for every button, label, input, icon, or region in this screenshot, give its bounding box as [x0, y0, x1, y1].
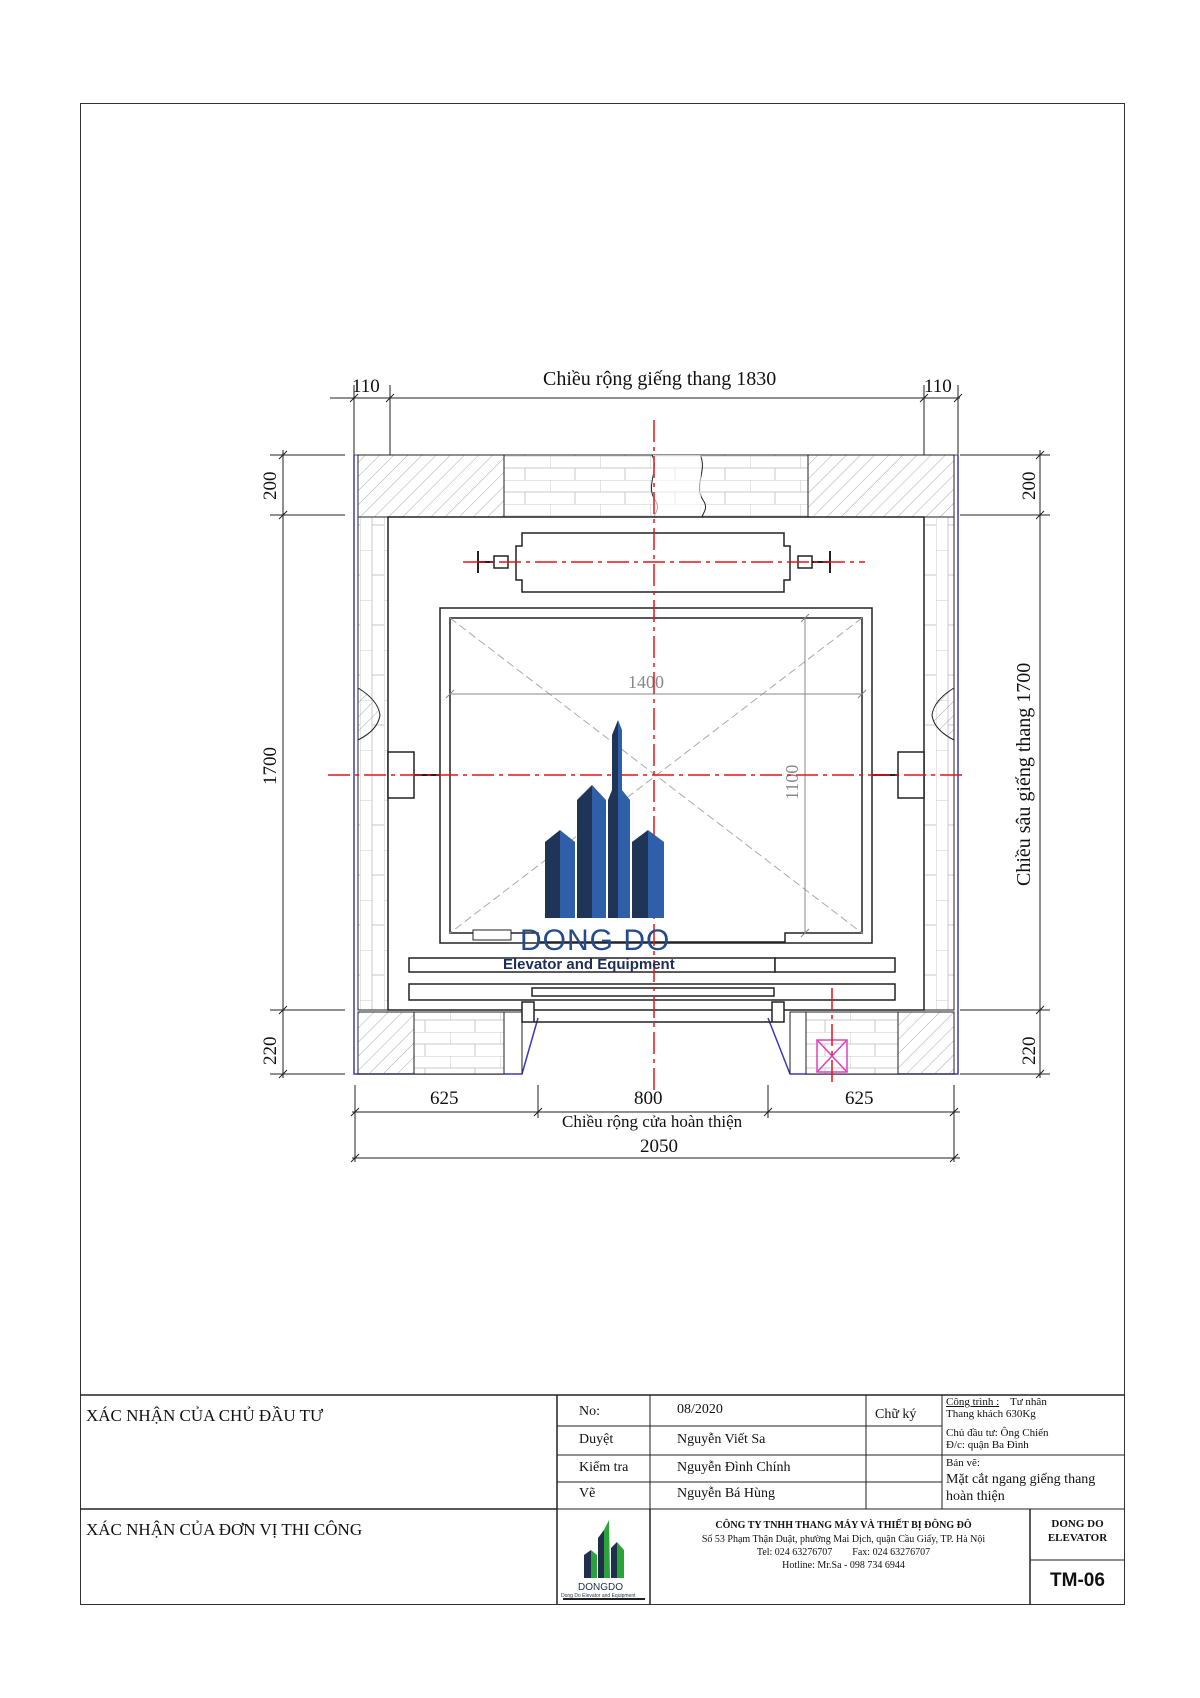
left-dimensions: [270, 450, 345, 1078]
no-value: 08/2020: [677, 1402, 723, 1417]
sheet-code: TM-06: [1050, 1570, 1105, 1591]
drawn-name: Nguyễn Bá Hùng: [677, 1486, 775, 1501]
dongdo-logo: [545, 720, 664, 918]
company-name: CÔNG TY TNHH THANG MÁY VÀ THIẾT BỊ ĐÔNG ĐÔ: [715, 1520, 972, 1531]
checked-label: Kiểm tra: [579, 1460, 629, 1475]
signature-label: Chữ ký: [875, 1407, 917, 1422]
drawn-label: Vẽ: [579, 1486, 596, 1501]
dim-right-200: 200: [1019, 471, 1040, 500]
dim-left-200: 200: [260, 471, 281, 500]
approved-name: Nguyễn Viết Sa: [677, 1432, 766, 1447]
small-logo-subtitle: Dong Do Elevator and Equipment: [561, 1593, 636, 1599]
owner-confirm-label: XÁC NHẬN CỦA CHỦ ĐẦU TƯ: [86, 1406, 324, 1425]
dim-right-220: 220: [1019, 1036, 1040, 1065]
drawing-title-2: hoàn thiện: [946, 1489, 1005, 1504]
brand-line-1: DONG DO: [1051, 1518, 1104, 1530]
contractor-confirm-label: XÁC NHẬN CỦA ĐƠN VỊ THI CÔNG: [86, 1520, 363, 1539]
dim-top-left-110: 110: [352, 376, 380, 397]
dim-left-220: 220: [260, 1036, 281, 1065]
drawing-label: Bản vẽ:: [946, 1457, 980, 1469]
logo-subtitle: Elevator and Equipment: [503, 956, 675, 973]
address: Đ/c: quận Ba Đình: [946, 1439, 1029, 1451]
dim-cabin-depth-1100: 1100: [782, 764, 802, 800]
dim-shaft-width-label: Chiều rộng giếng thang 1830: [543, 368, 777, 390]
no-label: No:: [579, 1404, 600, 1419]
dim-top-right-110: 110: [924, 376, 952, 397]
company-address: Số 53 Phạm Thận Duật, phường Mai Dịch, quận Cầu Giấy, TP. Hà Nội: [701, 1534, 986, 1545]
company-phone: Tel: 024 63276707 Fax: 024 63276707: [756, 1547, 931, 1558]
project-value: Tư nhân: [1010, 1396, 1047, 1408]
brand-line-2: ELEVATOR: [1047, 1532, 1108, 1544]
logo-title: DONG DO: [520, 924, 671, 957]
project-label: Công trình :: [946, 1396, 1000, 1408]
drawing-title-1: Mặt cắt ngang giếng thang: [946, 1472, 1096, 1487]
checked-name: Nguyễn Đình Chính: [677, 1460, 791, 1475]
small-logo-title: DONGDO: [578, 1582, 623, 1593]
project-type: Thang khách 630Kg: [946, 1408, 1036, 1420]
dim-bottom-800: 800: [634, 1088, 663, 1109]
approved-label: Duyệt: [579, 1432, 614, 1447]
dim-bottom-625-left: 625: [430, 1088, 459, 1109]
top-dimensions: [330, 385, 962, 455]
dim-bottom-625-right: 625: [845, 1088, 874, 1109]
investor: Chủ đầu tư: Ông Chiến: [946, 1427, 1049, 1439]
right-dimensions: [960, 450, 1050, 1078]
dim-left-1700: 1700: [260, 747, 281, 785]
company-hotline: Hotline: Mr.Sa - 098 734 6944: [782, 1560, 905, 1571]
title-block: [80, 1395, 1125, 1605]
dim-door-label: Chiều rộng cửa hoàn thiện: [562, 1112, 743, 1131]
dim-cabin-width-1400: 1400: [628, 672, 664, 692]
dim-shaft-depth-label: Chiều sâu giếng thang 1700: [1013, 662, 1035, 886]
dim-total-2050: 2050: [640, 1136, 678, 1157]
